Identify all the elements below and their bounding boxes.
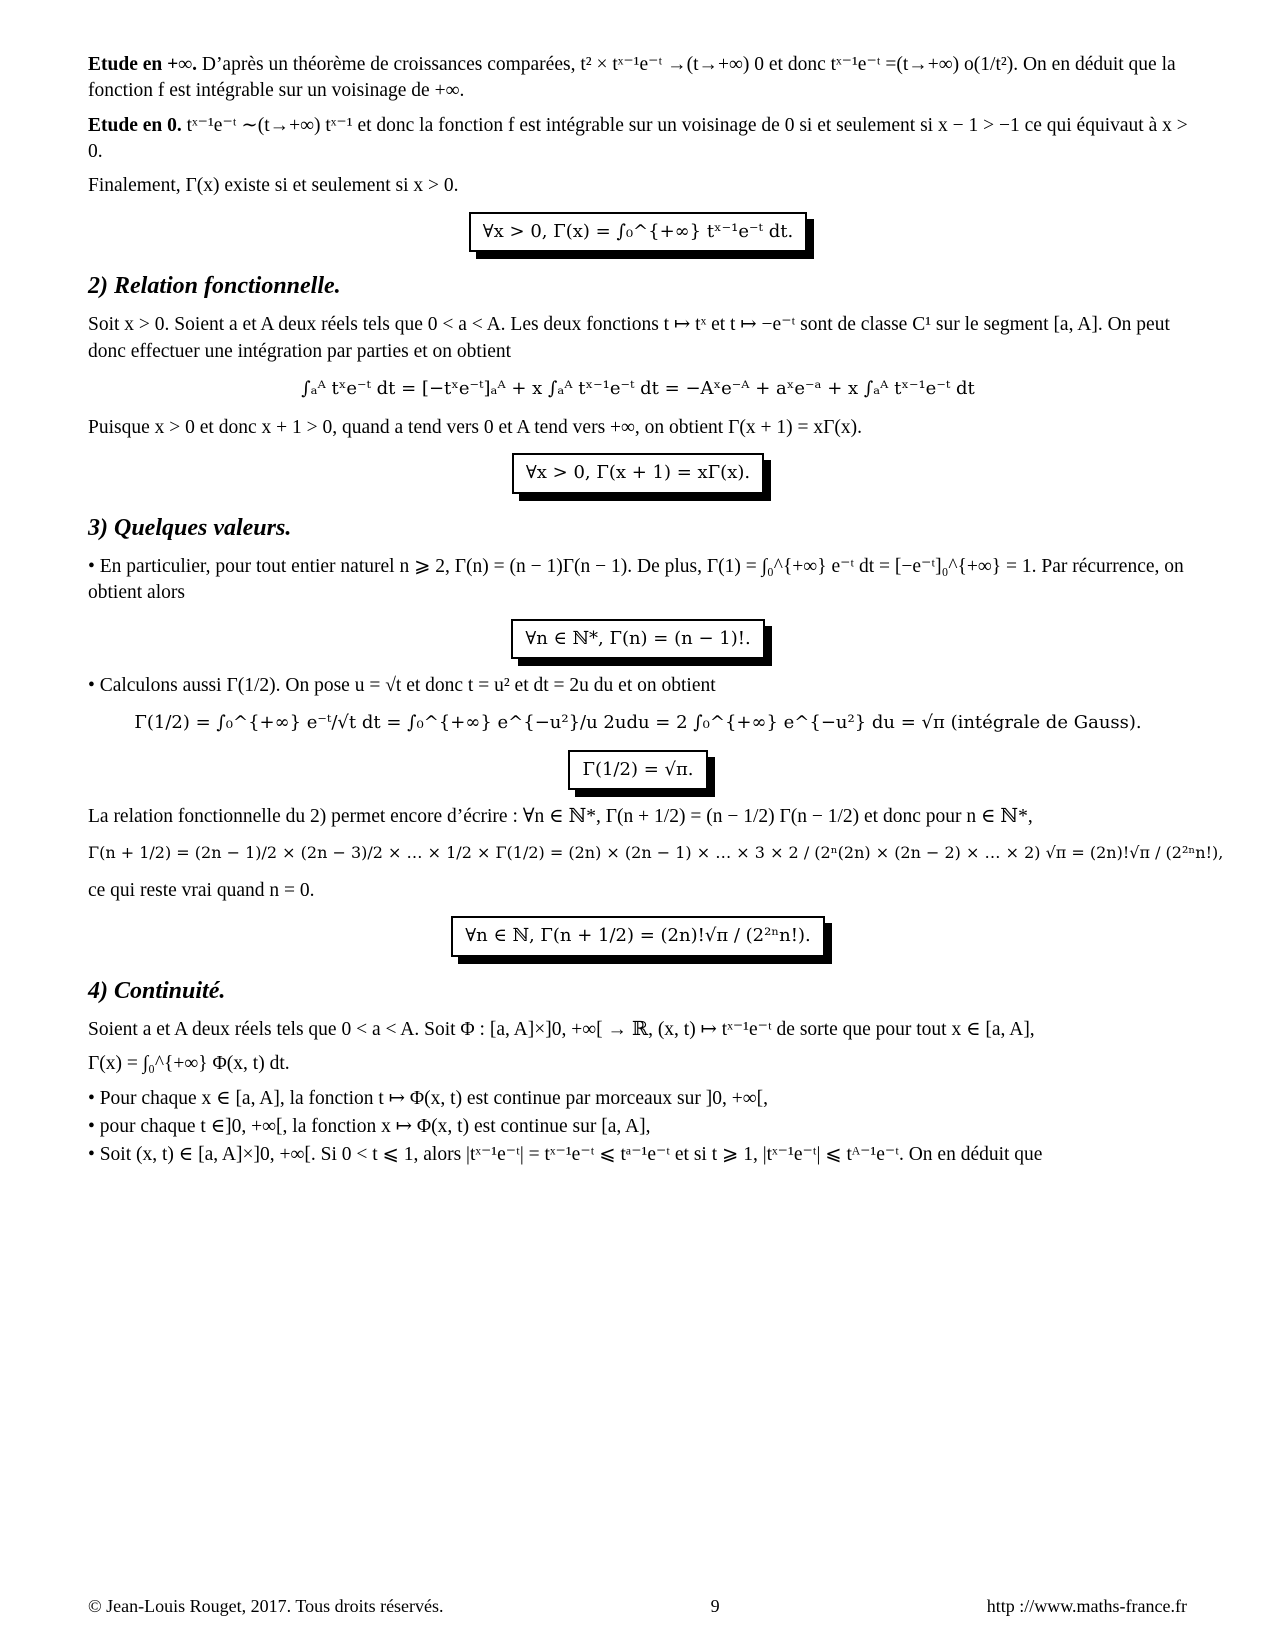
bullet-paragraph: • En particulier, pour tout entier naturel n ⩾ 2, Γ(n) = (n − 1)Γ(n − 1). De plus, Γ(1) = ∫₀^{+∞} e⁻ᵗ dt = [−e⁻ᵗ]₀^{+∞} = 1. Par récurrence, on obtient alors — [88, 556, 1184, 604]
display-equation: ∫ₐᴬ tˣe⁻ᵗ dt = [−tˣe⁻ᵗ]ₐᴬ + x ∫ₐᴬ tˣ⁻¹e⁻ᵗ dt = −Aˣe⁻ᴬ + aˣe⁻ᵃ + x ∫ₐᴬ tˣ⁻¹e⁻ᵗ dt — [301, 377, 975, 399]
bullet-paragraph: • Pour chaque x ∈ [a, A], la fonction t ↦ Φ(x, t) est continue par morceaux sur ]0, +∞[, — [88, 1087, 768, 1109]
boxed-result — [88, 212, 1188, 252]
formula-box: ∀x > 0, Γ(x + 1) = xΓ(x). — [512, 453, 764, 493]
paragraph: Soient a et A deux réels tels que 0 < a < A. Soit Φ : [a, A]×]0, +∞[ → ℝ, (x, t) ↦ tˣ⁻¹e⁻ᵗ de sorte que pour tout x ∈ [a, A], — [88, 1018, 1035, 1040]
website-link[interactable]: http ://www.maths-france.fr — [986, 1596, 1187, 1616]
formula-box: ∀x > 0, Γ(x) = ∫₀^{+∞} tˣ⁻¹e⁻ᵗ dt. — [469, 212, 807, 252]
copyright-text: © Jean-Louis Rouget, 2017. Tous droits réservés. — [88, 1596, 444, 1616]
boxed-result — [88, 453, 1188, 493]
paragraph-etude-zero — [88, 113, 1188, 166]
bullet-paragraph: • Calculons aussi Γ(1/2). On pose u = √t et donc t = u² et dt = 2u du et on obtient — [88, 675, 716, 697]
display-equation: Γ(n + 1/2) = (2n − 1)/2 × (2n − 3)/2 × … × 1/2 × Γ(1/2) = (2n) × (2n − 1) × … × 3 × 2 / (2ⁿ(2n) × (2n − 2) × … × 2) √π = (2n)!√π / (2²ⁿn!), — [88, 843, 1224, 863]
formula-box: ∀n ∈ ℕ*, Γ(n) = (n − 1)!. — [511, 619, 764, 659]
paragraph: La relation fonctionnelle du 2) permet encore d’écrire : ∀n ∈ ℕ*, Γ(n + 1/2) = (n − 1/2) Γ(n − 1/2) et donc pour n ∈ ℕ*, — [88, 806, 1033, 827]
boxed-result — [88, 916, 1188, 956]
document-body — [88, 52, 1224, 1176]
paragraph: Γ(x) = ∫₀^{+∞} Φ(x, t) dt. — [88, 1053, 290, 1075]
page-number: 9 — [710, 1596, 720, 1616]
paragraph-conclusion: Finalement, Γ(x) existe si et seulement si x > 0. — [88, 175, 459, 197]
bullet-paragraph: • pour chaque t ∈]0, +∞[, la fonction x ↦ Φ(x, t) est continue sur [a, A], — [88, 1115, 651, 1137]
page-footer — [88, 1596, 1187, 1617]
paragraph-text: tˣ⁻¹e⁻ᵗ ∼(t→+∞) tˣ⁻¹ et donc la fonction f est intégrable sur un voisinage de 0 si et seulement si x − 1 > −1 ce qui équivaut à x > 0. — [88, 114, 1188, 162]
paragraph: Puisque x > 0 et donc x + 1 > 0, quand a tend vers 0 et A tend vers +∞, on obtient Γ(x + 1) = xΓ(x). — [88, 417, 862, 439]
section-title: 2) Relation fonctionnelle. — [88, 272, 341, 299]
paragraph: Soit x > 0. Soient a et A deux réels tels que 0 < a < A. Les deux fonctions t ↦ tˣ et t ↦ −e⁻ᵗ sont de classe C¹ sur le segment [a, A]. On peut donc effectuer une intégration par parties et on obtient — [88, 314, 1170, 362]
paragraph-heading: Etude en +∞. — [88, 54, 197, 75]
display-equation: Γ(1/2) = ∫₀^{+∞} e⁻ᵗ/√t dt = ∫₀^{+∞} e^{−u²}/u 2udu = 2 ∫₀^{+∞} e^{−u²} du = √π (intégrale de Gauss). — [134, 712, 1142, 734]
paragraph-etude-infinity — [88, 52, 1188, 105]
paragraph-heading: Etude en 0. — [88, 114, 182, 136]
boxed-result — [88, 750, 1188, 790]
formula-box: Γ(1/2) = √π. — [568, 750, 707, 790]
section-title: 3) Quelques valeurs. — [88, 514, 292, 541]
paragraph-text: D’après un théorème de croissances comparées, t² × tˣ⁻¹e⁻ᵗ →(t→+∞) 0 et donc tˣ⁻¹e⁻ᵗ =(t→+∞) o(1/t²). On en déduit que la fonction f est intégrable sur un voisinage de +∞. — [88, 54, 1176, 102]
boxed-result — [88, 619, 1188, 659]
section-title: 4) Continuité. — [88, 977, 226, 1004]
paragraph: ce qui reste vrai quand n = 0. — [88, 879, 315, 901]
formula-box: ∀n ∈ ℕ, Γ(n + 1/2) = (2n)!√π / (2²ⁿn!). — [451, 916, 824, 956]
bullet-paragraph: • Soit (x, t) ∈ [a, A]×]0, +∞[. Si 0 < t ⩽ 1, alors |tˣ⁻¹e⁻ᵗ| = tˣ⁻¹e⁻ᵗ ⩽ tᵃ⁻¹e⁻ᵗ et si t ⩾ 1, |tˣ⁻¹e⁻ᵗ| ⩽ tᴬ⁻¹e⁻ᵗ. On en déduit que — [88, 1144, 1043, 1166]
